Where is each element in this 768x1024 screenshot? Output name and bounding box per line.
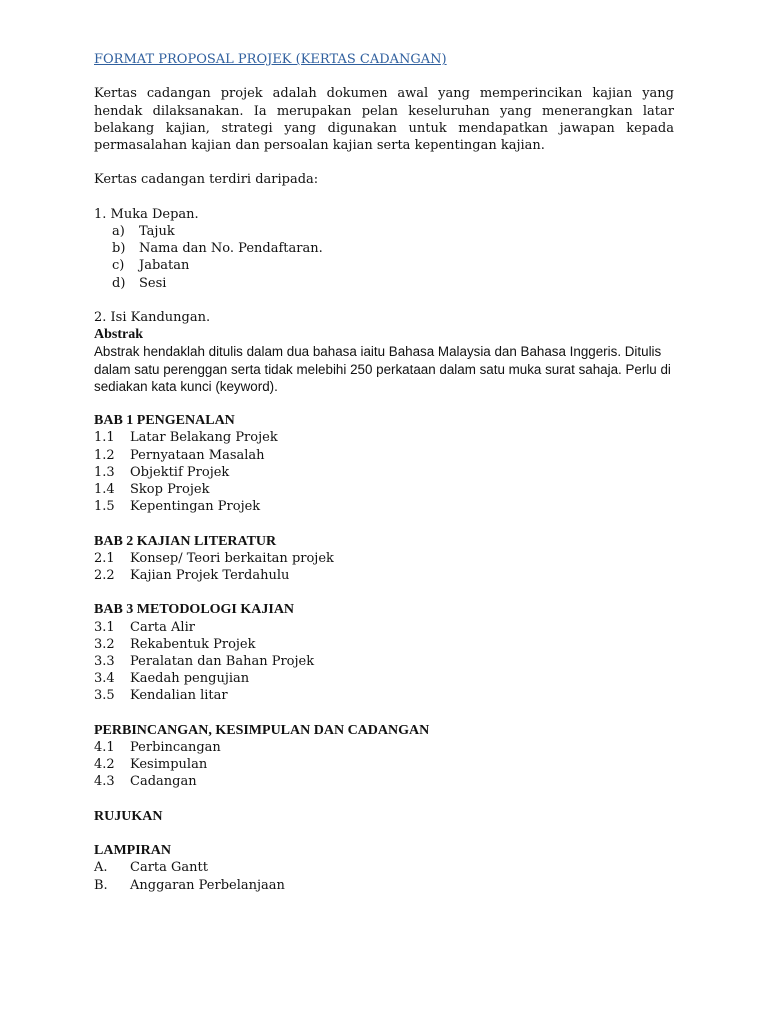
list-item	[112, 223, 674, 240]
item-label: 1.1	[94, 430, 115, 446]
item-label: 4.3	[94, 774, 115, 790]
list-item	[94, 550, 674, 567]
item-text: Kesimpulan	[130, 757, 208, 773]
item-text: Objektif Projek	[130, 464, 230, 480]
item-text: Pernyataan Masalah	[130, 447, 265, 463]
list-item	[94, 498, 674, 515]
item-label: 1.2	[94, 447, 115, 463]
item-text: Carta Alir	[130, 619, 195, 635]
chapter-heading: PERBINCANGAN, KESIMPULAN DAN CADANGAN	[94, 722, 430, 738]
item-label: d)	[112, 275, 126, 291]
document-title: FORMAT PROPOSAL PROJEK (KERTAS CADANGAN)	[94, 52, 447, 67]
item-label: 1.3	[94, 464, 115, 480]
document-body	[94, 51, 674, 894]
list-item	[94, 653, 674, 670]
intro-paragraph: Kertas cadangan projek adalah dokumen awal yang memperincikan kajian yang hendak dilaksanakan. Ia merupakan pelan keseluruhan yang menerangkan latar belakang kajian, strategi yang digunakan untuk mendapatkan jawapan kepada permasalahan kajian dan persoalan kajian serta kepentingan kajian.	[94, 86, 674, 153]
chapter-1-list	[94, 429, 674, 515]
list-item	[94, 877, 674, 894]
item-text: Peralatan dan Bahan Projek	[130, 654, 315, 669]
list-item	[94, 636, 674, 653]
appendix-list	[94, 859, 674, 893]
item-label: 3.3	[94, 654, 115, 669]
item-text: Kendalian litar	[130, 688, 228, 704]
item-text: Sesi	[139, 275, 167, 291]
item-label: a)	[112, 223, 125, 239]
item-label: 3.2	[94, 636, 115, 652]
item-text: Nama dan No. Pendaftaran.	[139, 241, 323, 257]
item-text: Konsep/ Teori berkaitan projek	[130, 550, 334, 566]
appendix-heading: LAMPIRAN	[94, 843, 171, 859]
item-label: 2.2	[94, 568, 115, 583]
item-text: Latar Belakang Projek	[130, 430, 278, 446]
list-item	[94, 481, 674, 498]
item-label: 3.1	[94, 619, 115, 635]
section2-heading: 2. Isi Kandungan.	[94, 309, 211, 325]
list-item	[94, 756, 674, 773]
consists-of-line: Kertas cadangan terdiri daripada:	[94, 172, 319, 188]
item-label: c)	[112, 258, 125, 274]
list-item	[94, 859, 674, 876]
list-item	[94, 447, 674, 464]
item-label: 4.2	[94, 757, 115, 773]
item-label: A.	[94, 860, 108, 876]
list-item	[94, 670, 674, 687]
chapter-heading: BAB 3 METODOLOGI KAJIAN	[94, 602, 295, 618]
list-item	[112, 240, 674, 257]
chapter-2-list	[94, 550, 674, 584]
item-text: Jabatan	[139, 258, 190, 274]
item-label: 4.1	[94, 740, 115, 755]
section1-heading: 1. Muka Depan.	[94, 206, 199, 222]
abstract-paragraph: Abstrak hendaklah ditulis dalam dua bahasa iaitu Bahasa Malaysia dan Bahasa Inggeris. Ditulis dalam satu perenggan serta tidak melebihi 250 perkataan dalam satu muka surat sahaja. Perlu di sediakan kata kunci (keyword).	[94, 344, 671, 394]
list-item	[112, 275, 674, 292]
item-text: Perbincangan	[130, 740, 221, 755]
abstract-heading: Abstrak	[94, 327, 144, 343]
list-item	[112, 257, 674, 274]
item-text: Kaedah pengujian	[130, 671, 250, 687]
item-text: Rekabentuk Projek	[130, 636, 256, 652]
list-item	[94, 567, 674, 584]
item-label: 1.4	[94, 482, 115, 497]
item-label: B.	[94, 877, 108, 893]
chapter-3-list	[94, 619, 674, 705]
chapter-4-list	[94, 739, 674, 791]
chapter-heading: BAB 1 PENGENALAN	[94, 413, 235, 429]
item-text: Kajian Projek Terdahulu	[130, 568, 290, 583]
cover-page-list	[94, 223, 674, 292]
list-item	[94, 687, 674, 704]
item-text: Cadangan	[130, 774, 197, 790]
item-label: 2.1	[94, 550, 115, 566]
item-text: Carta Gantt	[130, 860, 208, 876]
list-item	[94, 429, 674, 446]
list-item	[94, 619, 674, 636]
chapter-heading: BAB 2 KAJIAN LITERATUR	[94, 533, 277, 549]
list-item	[94, 464, 674, 481]
item-label: 3.4	[94, 671, 115, 687]
references-heading: RUJUKAN	[94, 808, 163, 824]
list-item	[94, 773, 674, 790]
item-label: 1.5	[94, 499, 115, 515]
item-text: Anggaran Perbelanjaan	[130, 877, 285, 893]
item-label: b)	[112, 241, 126, 257]
list-item	[94, 739, 674, 756]
item-text: Tajuk	[139, 223, 175, 239]
item-text: Kepentingan Projek	[130, 499, 261, 515]
item-text: Skop Projek	[130, 482, 210, 497]
item-label: 3.5	[94, 688, 115, 704]
